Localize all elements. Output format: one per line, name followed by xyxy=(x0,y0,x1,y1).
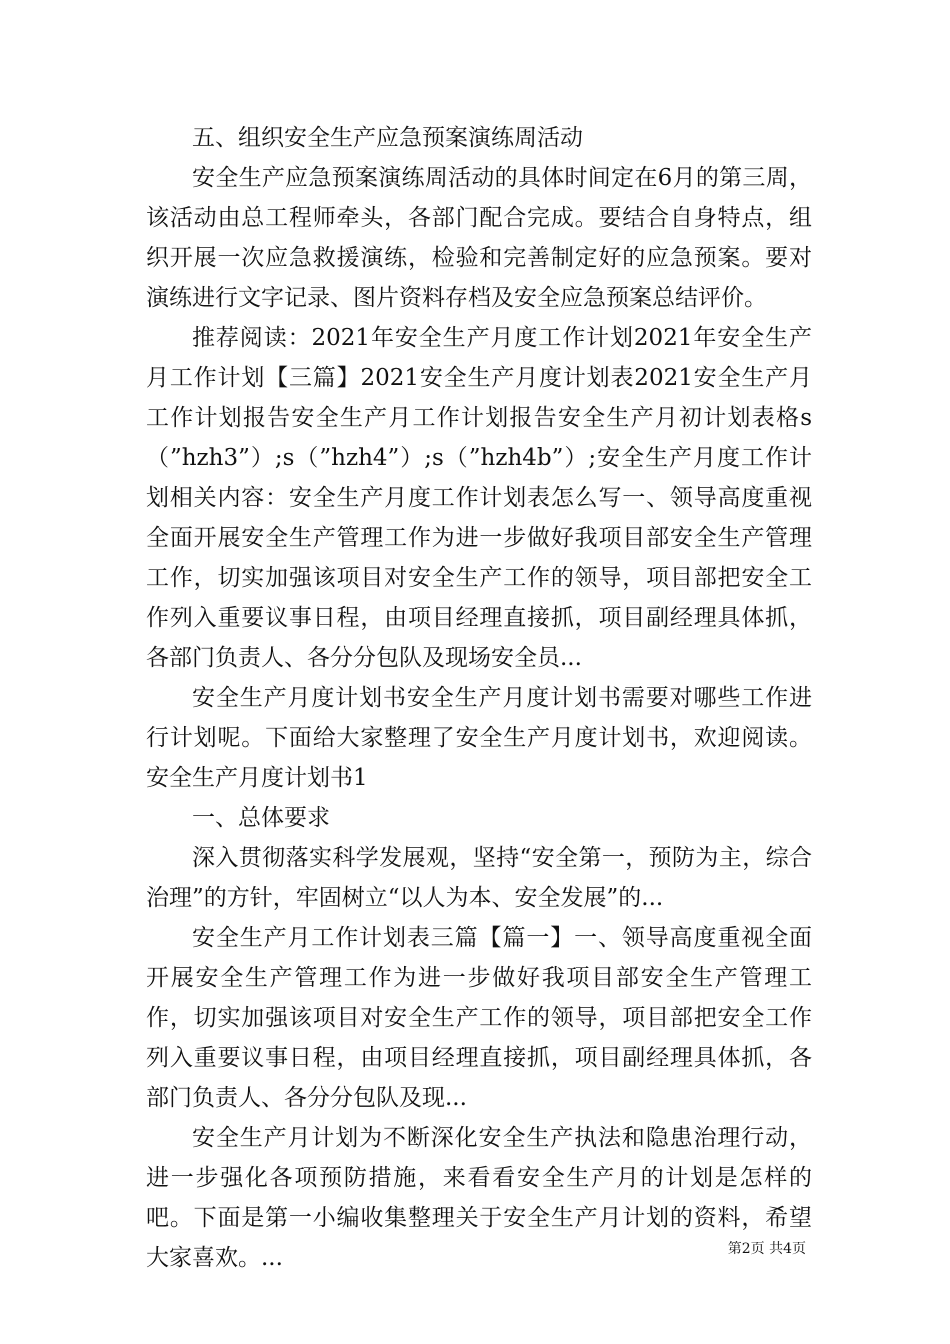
page-number-footer: 第2页 共4页 xyxy=(727,1241,806,1257)
section-heading: 一、总体要求 xyxy=(192,805,330,831)
paragraph: 安全生产月度计划书安全生产月度计划书需要对哪些工作进行计划呢。下面给大家整理了安全生产月度计划书，欢迎阅读。安全生产月度计划书1 xyxy=(146,685,812,791)
document-body xyxy=(146,118,812,1278)
paragraph: 安全生产应急预案演练周活动的具体时间定在6月的第三周，该活动由总工程师牵头，各部门配合完成。要结合自身特点，组织开展一次应急救援演练，检验和完善制定好的应急预案。要对演练进行文字记录、图片资料存档及安全应急预案总结评价。 xyxy=(146,165,812,311)
paragraph: 深入贯彻落实科学发展观，坚持“安全第一，预防为主，综合治理”的方针，牢固树立“以人为本、安全发展”的... xyxy=(146,845,812,911)
paragraph: 安全生产月工作计划表三篇【篇一】一、领导高度重视全面开展安全生产管理工作为进一步做好我项目部安全生产管理工作，切实加强该项目对安全生产工作的领导，项目部把安全工作列入重要议事日程，由项目经理直接抓，项目副经理具体抓，各部门负责人、各分分包队及现... xyxy=(146,925,812,1111)
section-heading: 五、组织安全生产应急预案演练周活动 xyxy=(192,125,583,151)
paragraph: 安全生产月计划为不断深化安全生产执法和隐患治理行动，进一步强化各项预防措施，来看看安全生产月的计划是怎样的吧。下面是第一小编收集整理关于安全生产月计划的资料，希望大家喜欢。... xyxy=(146,1125,812,1271)
paragraph: 推荐阅读：2021年安全生产月度工作计划2021年安全生产月工作计划【三篇】2021安全生产月度计划表2021安全生产月工作计划报告安全生产月工作计划报告安全生产月初计划表格s（”hzh3”）;s（”hzh4”）;s（”hzh4b”）;安全生产月度工作计划相关内容：安全生产月度工作计划表怎么写一、领导高度重视全面开展安全生产管理工作为进一步做好我项目部安全生产管理工作，切实加强该项目对安全生产工作的领导，项目部把安全工作列入重要议事日程，由项目经理直接抓，项目副经理具体抓，各部门负责人、各分分包队及现场安全员... xyxy=(146,325,812,671)
